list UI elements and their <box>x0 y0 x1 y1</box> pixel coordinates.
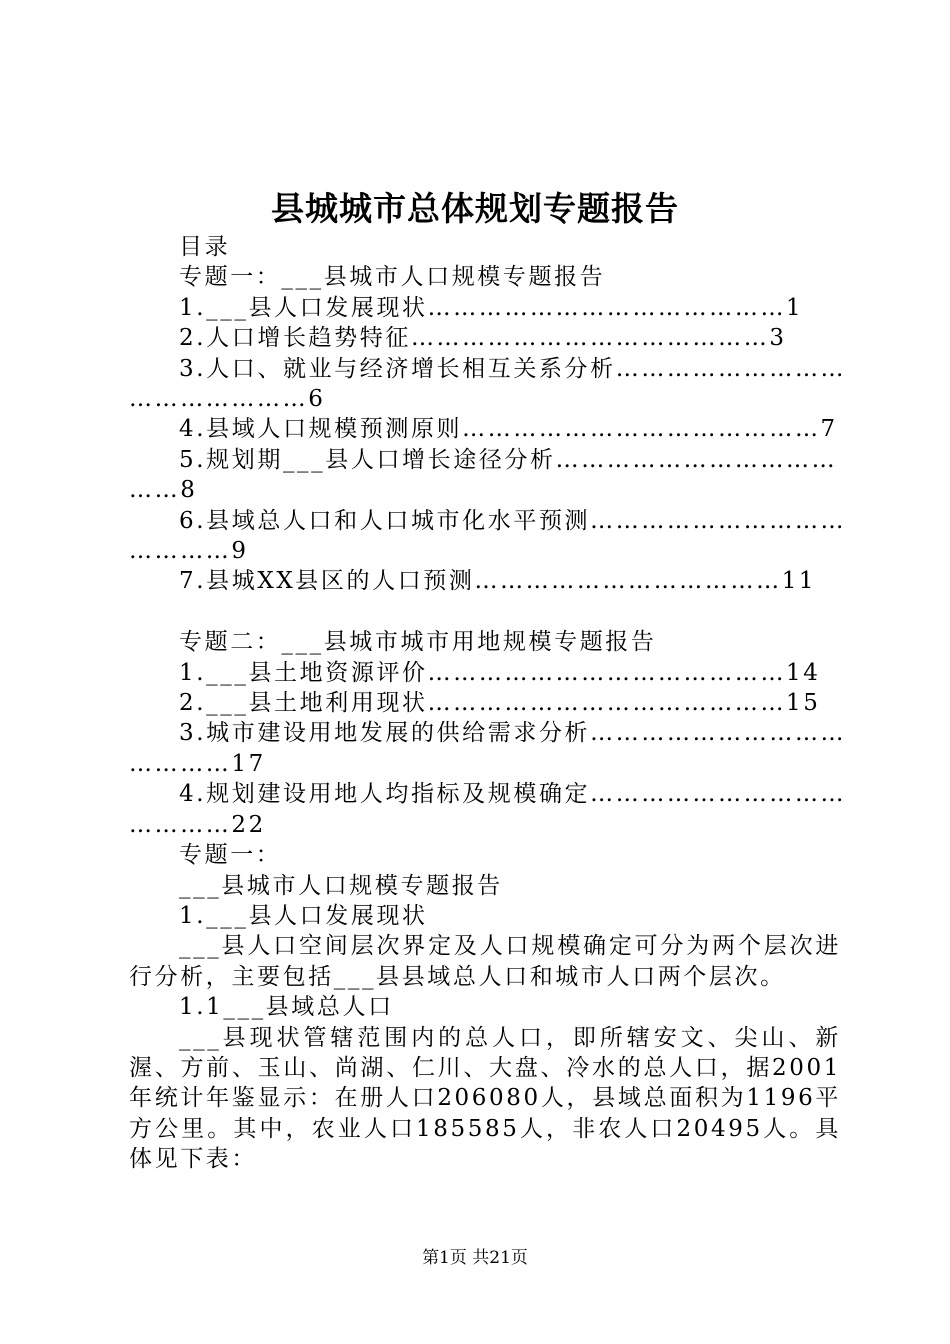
paragraph-2: ___县现状管辖范围内的总人口，即所辖安文、尖山、新渥、方前、玉山、尚湖、仁川、大盘、冷水的总人口，据2001年统计年鉴显示：在册人口206080人，县域总面积为1196平方公里。其中，农业人口185585人，非农人口20495人。具体见下表： <box>129 1024 841 1173</box>
page-footer: 第1页 共21页 <box>422 1248 528 1268</box>
toc-entry-2-1: 1.___县土地资源评价……………………………………14 <box>179 659 821 686</box>
toc-entry-1-1: 1.___县人口发展现状……………………………………1 <box>179 294 804 321</box>
toc-entry-1-7: 7.县城XX县区的人口预测………………………………11 <box>179 568 817 595</box>
toc-entry-1-5-cont: ……8 <box>129 477 198 504</box>
toc-entry-2-3: 3.城市建设用地发展的供给需求分析………………………… <box>179 720 847 747</box>
blank-line <box>129 597 841 627</box>
section-1-heading: 1.___县人口发展现状 <box>179 902 428 929</box>
toc-topic-2: 专题二：___县城市城市用地规模专题报告 <box>179 629 657 656</box>
toc-entry-1-4: 4.县域人口规模预测原则……………………………………7 <box>179 416 838 443</box>
toc-entry-1-2: 2.人口增长趋势特征……………………………………3 <box>179 325 787 352</box>
section-topic-1: 专题一： <box>179 842 282 869</box>
toc-entry-2-3-cont: …………17 <box>129 750 266 777</box>
toc-entry-1-3-cont: …………………6 <box>129 386 326 413</box>
toc-heading: 目录 <box>179 234 231 260</box>
toc-entry-1-6-cont: …………9 <box>129 538 249 565</box>
toc-topic-1: 专题一：___县城市人口规模专题报告 <box>179 264 606 291</box>
document-title: 县城城市总体规划专题报告 <box>271 189 679 228</box>
toc-entry-2-2: 2.___县土地利用现状……………………………………15 <box>179 690 821 717</box>
paragraph-1: ___县人口空间层次界定及人口规模确定可分为两个层次进行分析，主要包括___县县域总人口和城市人口两个层次。 <box>129 933 841 990</box>
toc-entry-1-3: 3.人口、就业与经济增长相互关系分析……………………… <box>179 355 847 382</box>
toc-entry-1-6: 6.县域总人口和人口城市化水平预测………………………… <box>179 507 847 534</box>
document-body <box>129 232 847 1175</box>
section-topic-1-title: ___县城市人口规模专题报告 <box>179 872 503 899</box>
section-1-1-heading: 1.1___县域总人口 <box>179 994 394 1021</box>
toc-entry-2-4: 4.规划建设用地人均指标及规模确定………………………… <box>179 781 847 808</box>
toc-entry-2-4-cont: …………22 <box>129 811 266 838</box>
toc-entry-1-5: 5.规划期___县人口增长途径分析…………………………… <box>179 446 838 473</box>
